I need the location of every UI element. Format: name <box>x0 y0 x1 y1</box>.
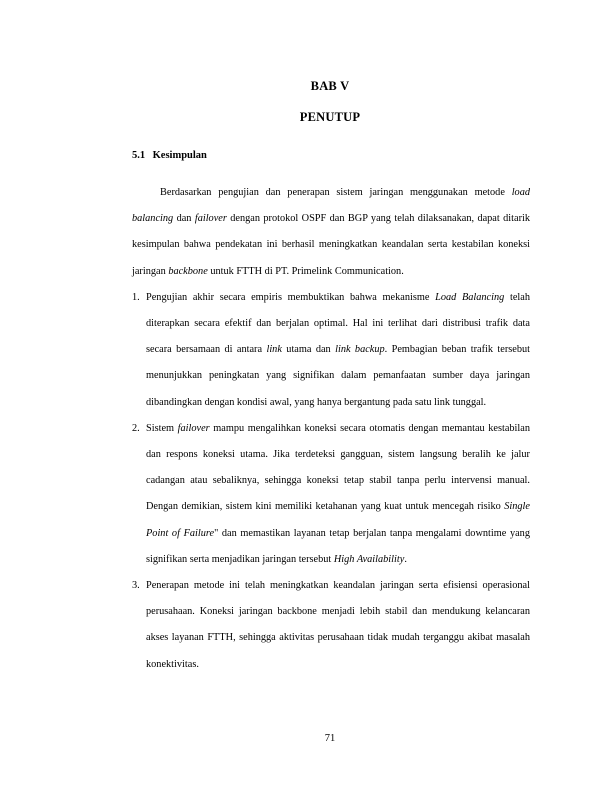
list-item-number: 2. <box>132 422 140 434</box>
intro-italic-2: failover <box>194 213 227 225</box>
point-text-4: . <box>404 553 407 565</box>
chapter-title: PENUTUP <box>299 110 361 124</box>
chapter-number: BAB V <box>310 79 350 93</box>
section-heading <box>132 150 207 161</box>
point-text-3: " dan memastikan layanan tetap berjalan tanpa mengalami downtime yang signifikan serta menjadikan jaringan tersebut <box>146 527 530 565</box>
list-item <box>132 573 530 678</box>
list-item <box>132 416 530 573</box>
point-text-1: Pengujian akhir secara empiris membuktikan bahwa mekanisme <box>146 291 436 303</box>
intro-text-3: dengan protokol OSPF dan BGP yang telah dilaksanakan, dapat ditarik kesimpulan bahwa pendekatan ini berhasil meningkatkan keandalan serta kestabilan koneksi jaringan <box>132 213 531 277</box>
point-text-4: . Pembagian beban trafik tersebut menunjukkan peningkatan yang signifikan dalam pemanfaatan sumber daya jaringan dibandingkan dengan kondisi awal, yang hanya bergantung pada satu link tunggal. <box>146 344 531 408</box>
point-italic-2: link <box>266 344 282 356</box>
list-item <box>132 285 530 416</box>
intro-text-1: Berdasarkan pengujian dan penerapan sistem jaringan menggunakan metode <box>160 187 512 198</box>
conclusion-list <box>132 285 530 678</box>
list-item-number: 1. <box>132 291 140 303</box>
point-italic-2: Single Point of Failure <box>146 501 530 539</box>
page-number: 71 <box>324 733 336 744</box>
point-italic-1: failover <box>177 422 210 434</box>
point-text-2: telah diterapkan secara efektif dan berjalan optimal. Hal ini terlihat dari distribusi trafik data secara bersamaan di antara <box>146 291 530 356</box>
point-text-2: mampu mengalihkan koneksi secara otomatis dengan memantau kestabilan dan respons koneksi utama. Jika terdeteksi gangguan, sistem langsung beralih ke jalur cadangan atau sebaliknya, sehingga koneksi tetap stabil tanpa perlu intervensi manual. Dengan demikian, sistem kini memiliki ketahanan yang kuat untuk mencegah risiko <box>146 422 530 513</box>
intro-italic-3: backbone <box>168 265 208 277</box>
point-italic-1: Load Balancing <box>435 291 505 303</box>
section-title: Kesimpulan <box>152 150 207 161</box>
intro-italic-1: load balancing <box>132 187 530 225</box>
list-item-number: 3. <box>132 580 140 592</box>
point-text-1: Sistem <box>146 422 178 434</box>
point-text-3: utama dan <box>281 344 336 356</box>
intro-paragraph <box>132 180 530 285</box>
point-text-1: Penerapan metode ini telah meningkatkan keandalan jaringan serta efisiensi operasional perusahaan. Koneksi jaringan backbone menjadi lebih stabil dan mendukung kelancaran akses layanan FTTH, sehingga aktivitas perusahaan tidak mudah terganggu akibat masalah konektivitas. <box>146 580 530 670</box>
intro-text-4: untuk FTTH di PT. Primelink Communication. <box>207 265 404 277</box>
intro-text-2: dan <box>173 213 195 225</box>
point-italic-3: High Availability <box>333 553 405 565</box>
body-text <box>132 180 530 678</box>
section-number: 5.1 <box>132 150 146 161</box>
point-italic-3: link backup <box>335 344 385 356</box>
